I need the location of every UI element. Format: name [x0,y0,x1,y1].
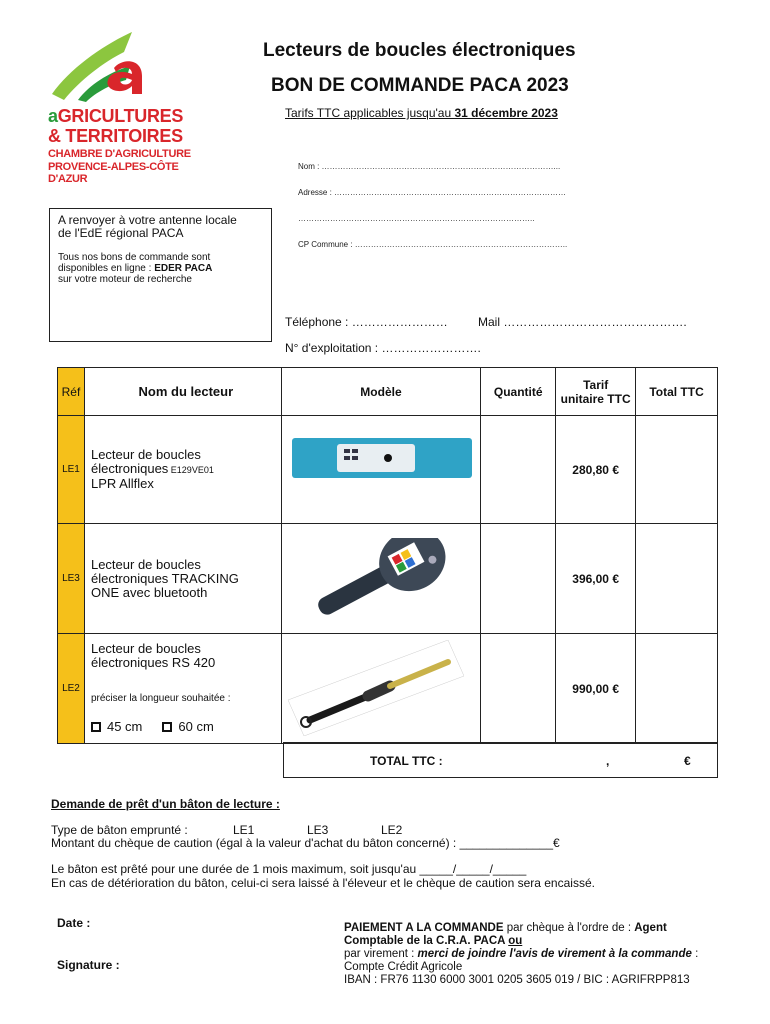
page-title: Lecteurs de boucles électroniques [263,40,576,61]
header-model: Modèle [281,368,481,416]
option-60cm[interactable]: 60 cm [162,720,213,734]
length-options [91,720,281,734]
logo-line4: PROVENCE-ALPES-CÔTE D'AZUR [48,161,179,185]
total-euro: € [684,754,691,768]
table-header-row [58,368,718,416]
nom-field[interactable]: Nom : ……………………………………………………………………………... [298,162,561,171]
return-line1: A renvoyer à votre antenne locale [58,213,237,227]
row-price: 990,00 € [556,634,636,744]
loan-option-le1[interactable]: LE1 [233,823,255,837]
loan-duree: Le bâton est prêté pour une durée de 1 mois maximum, soit jusqu'au _____/_____/_____ [51,862,527,876]
adresse-field-2[interactable]: …………………………………………………………………………….. [298,214,535,223]
row-name: Lecteur de boucles électroniques RS 420 préciser la longueur souhaitée : 45 cm 60 cm [84,634,281,744]
telephone-field[interactable]: Téléphone : …………………… [285,315,448,329]
total-ttc-box [283,742,718,778]
total-comma[interactable]: , [606,754,610,768]
preciser-label: préciser la longueur souhaitée : [90,693,231,704]
row-qty[interactable] [481,634,556,744]
loan-deterioration: En cas de détérioration du bâton, celui-ci sera laissé à l'éleveur et le chèque de caution sera encaissé. [51,876,595,890]
option-45cm[interactable]: 45 cm [91,720,142,734]
return-info-box [49,208,272,342]
row-total[interactable] [636,634,718,744]
header-price: Tarif unitaire TTC [556,368,636,416]
header-ref: Réf [58,368,85,416]
logo-line1: aGRICULTURES [48,106,184,126]
payment-info: PAIEMENT A LA COMMANDE par chèque à l'ordre de : Agent Comptable de la C.R.A. PACA ou par virement : merci de joindre l'avis de virement à la commande : Compte Crédit Agricole IBAN : FR76 1130 6000 3001 0205 3605 019 / BIC : AGRIFRPP813 [344,922,699,986]
checkbox-60cm[interactable] [162,722,172,732]
row-price: 280,80 € [556,416,636,524]
total-label: TOTAL TTC : [370,754,443,768]
logo-line2: & TERRITOIRES [48,126,183,146]
row-total[interactable] [636,416,718,524]
row-ref: LE2 [58,634,85,744]
tarifs-note: Tarifs TTC applicables jusqu'au 31 décembre 2023 [285,106,558,120]
logo [40,30,200,185]
loan-title: Demande de prêt d'un bâton de lecture : [51,797,280,811]
loan-option-le3[interactable]: LE3 [307,823,329,837]
signature-label: Signature : [57,958,120,972]
row-price: 396,00 € [556,524,636,634]
exploitation-field[interactable]: N° d'exploitation : ……………………. [285,341,481,355]
loan-option-le2[interactable]: LE2 [381,823,403,837]
checkbox-45cm[interactable] [91,722,101,732]
table-row [58,524,718,634]
return-note: Tous nos bons de commande sont disponibles en ligne : EDER PACA sur votre moteur de recherche [58,252,213,285]
row-ref: LE3 [58,524,85,634]
row-qty[interactable] [481,524,556,634]
row-model [281,634,481,744]
return-line2: de l'EdE régional PACA [58,226,184,240]
header-total: Total TTC [636,368,718,416]
logo-line3: CHAMBRE D'AGRICULTURE [48,148,191,160]
reader-rs420-image [288,640,464,736]
loan-montant: Montant du chèque de caution (égal à la valeur d'achat du bâton concerné) : ______________€ [51,836,560,850]
table-row [58,416,718,524]
reader-tracking-one-image [302,538,452,620]
page-subtitle: BON DE COMMANDE PACA 2023 [271,75,569,96]
row-qty[interactable] [481,416,556,524]
logo-graphic [50,30,150,106]
loan-type-label: Type de bâton emprunté : [51,823,188,837]
row-total[interactable] [636,524,718,634]
date-label: Date : [57,916,91,930]
header-name: Nom du lecteur [84,368,281,416]
header-qty: Quantité [481,368,556,416]
row-model [281,524,481,634]
row-ref: LE1 [58,416,85,524]
table-row [58,634,718,744]
row-name: Lecteur de boucles électroniques TRACKING ONE avec bluetooth [84,524,281,634]
order-table [57,367,718,744]
row-name: Lecteur de boucles électroniques E129VE01 LPR Allflex [84,416,281,524]
row-model [281,416,481,524]
reader-lpr-image [292,438,472,478]
mail-field[interactable]: Mail ………………………………………. [478,315,687,329]
cp-commune-field[interactable]: CP Commune : …………………………………………………………………….. [298,240,568,249]
adresse-field[interactable]: Adresse : …………………………………………………………………………… [298,188,567,197]
